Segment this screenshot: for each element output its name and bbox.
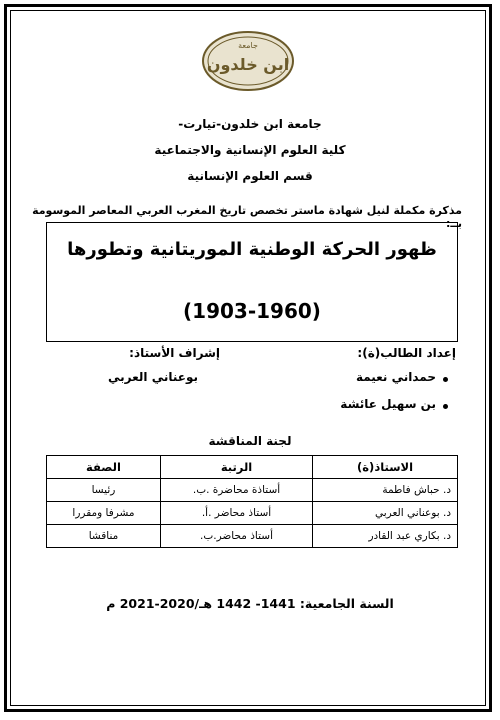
student-name-1: حمداني نعيمة xyxy=(355,370,436,384)
department-name: قسم العلوم الإنسانية xyxy=(187,169,313,183)
cell-professor: د. حباش فاطمة xyxy=(313,479,458,502)
table-row xyxy=(47,502,458,525)
cell-rank: أستاذة محاضرة .ب. xyxy=(160,479,312,502)
university-name: جامعة ابن خلدون-تيارت- xyxy=(178,117,322,131)
supervisor-name: بوعناني العربي xyxy=(108,370,198,384)
bullet-icon xyxy=(443,377,448,382)
prepared-by-label: إعداد الطالب(ة): xyxy=(357,346,456,360)
col-header-role: الصفة xyxy=(47,456,161,479)
cell-role: رئيسا xyxy=(47,479,161,502)
academic-year: السنة الجامعية: 1441- 1442 هـ/2020-2021 م xyxy=(106,596,394,611)
supervision-label: إشراف الأستاذ: xyxy=(129,346,220,360)
student-name-2: بن سهيل عائشة xyxy=(340,397,436,411)
logo-text-main: ابن خلدون xyxy=(206,55,290,74)
logo-text-top: جامعة xyxy=(238,41,258,50)
cell-professor: د. بوعناني العربي xyxy=(313,502,458,525)
bullet-icon xyxy=(443,404,448,409)
cell-role: مشرفا ومقررا xyxy=(47,502,161,525)
col-header-professor: الاستاذ(ة) xyxy=(313,456,458,479)
table-row xyxy=(47,479,458,502)
cell-professor: د. بكاري عبد القادر xyxy=(313,525,458,548)
cell-rank: أستاذ محاضر .أ. xyxy=(160,502,312,525)
thesis-years: (1903-1960) xyxy=(183,299,321,323)
thesis-title-box xyxy=(46,222,458,342)
committee-table xyxy=(46,455,458,548)
faculty-name: كلية العلوم الإنسانية والاجتماعية xyxy=(154,143,346,157)
col-header-rank: الرتبة xyxy=(160,456,312,479)
thesis-title: ظهور الحركة الوطنية الموريتانية وتطورها xyxy=(67,239,437,260)
thesis-intro: مذكرة مكملة لنيل شهادة ماستر تخصص تاريخ المغرب العربي المعاصر الموسومة بــ: xyxy=(32,204,462,230)
university-seal-icon xyxy=(200,30,296,92)
table-header-row xyxy=(47,456,458,479)
committee-title: لجنة المناقشة xyxy=(208,434,292,448)
cell-role: مناقشا xyxy=(47,525,161,548)
cell-rank: أستاذ محاضر.ب. xyxy=(160,525,312,548)
table-row xyxy=(47,525,458,548)
